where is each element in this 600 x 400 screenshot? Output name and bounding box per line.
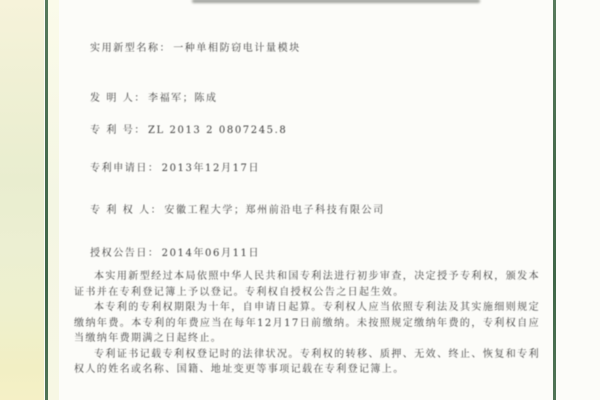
certificate-paragraph: 本实用新型经过本局依照中华人民共和国专利法进行初步审查，决定授予专利权，颁发本证书并在专利登记簿上予以登记。专利权自授权公告之日起生效。 — [74, 271, 540, 298]
field-row-inventor — [90, 89, 218, 104]
field-value: 李福军；陈成 — [147, 93, 218, 104]
field-value: 一种单相防窃电计量模块 — [173, 43, 301, 54]
field-value: 安徽工程大学；郑州前沿电子科技有限公司 — [164, 205, 385, 216]
certificate-inner-margin — [48, 0, 59, 400]
certificate-boilerplate — [74, 269, 540, 378]
certificate-border-right — [553, 0, 556, 400]
field-value: 2013年12月17日 — [161, 163, 261, 174]
field-label: 专利申请日： — [90, 163, 160, 174]
certificate-page-content — [62, 0, 552, 400]
field-value: ZL 2013 2 0807245.8 — [147, 125, 288, 136]
scan-left-page-edge — [0, 0, 44, 400]
certificate-paragraph: 专利证书记载专利权登记时的法律状况。专利权的转移、质押、无效、终止、恢复和专利权人的姓名或名称、国籍、地址变更等事项记载在专利登记簿上。 — [74, 348, 540, 375]
field-label: 发 明 人： — [90, 93, 146, 104]
field-label: 专 利 号： — [90, 125, 146, 136]
field-row-patentee — [90, 201, 385, 216]
field-row-application-date — [90, 159, 260, 174]
field-row-utility-model-title — [90, 39, 301, 54]
field-value: 2014年06月11日 — [161, 248, 261, 259]
field-label: 实用新型名称： — [90, 43, 172, 54]
certificate-paragraph: 本专利的专利权期限为十年，自申请日起算。专利权人应当依照专利法及其实施细则规定缴纳年费。本专利的年费应当在每年12月17日前缴纳。未按照规定缴纳年费的，专利权自应当缴纳年费期满之日起终止。 — [74, 302, 540, 344]
field-label: 授权公告日： — [90, 248, 160, 259]
field-row-grant-announcement-date — [90, 244, 260, 259]
field-label: 专 利 权 人： — [90, 205, 163, 216]
field-row-patent-number — [90, 121, 287, 136]
